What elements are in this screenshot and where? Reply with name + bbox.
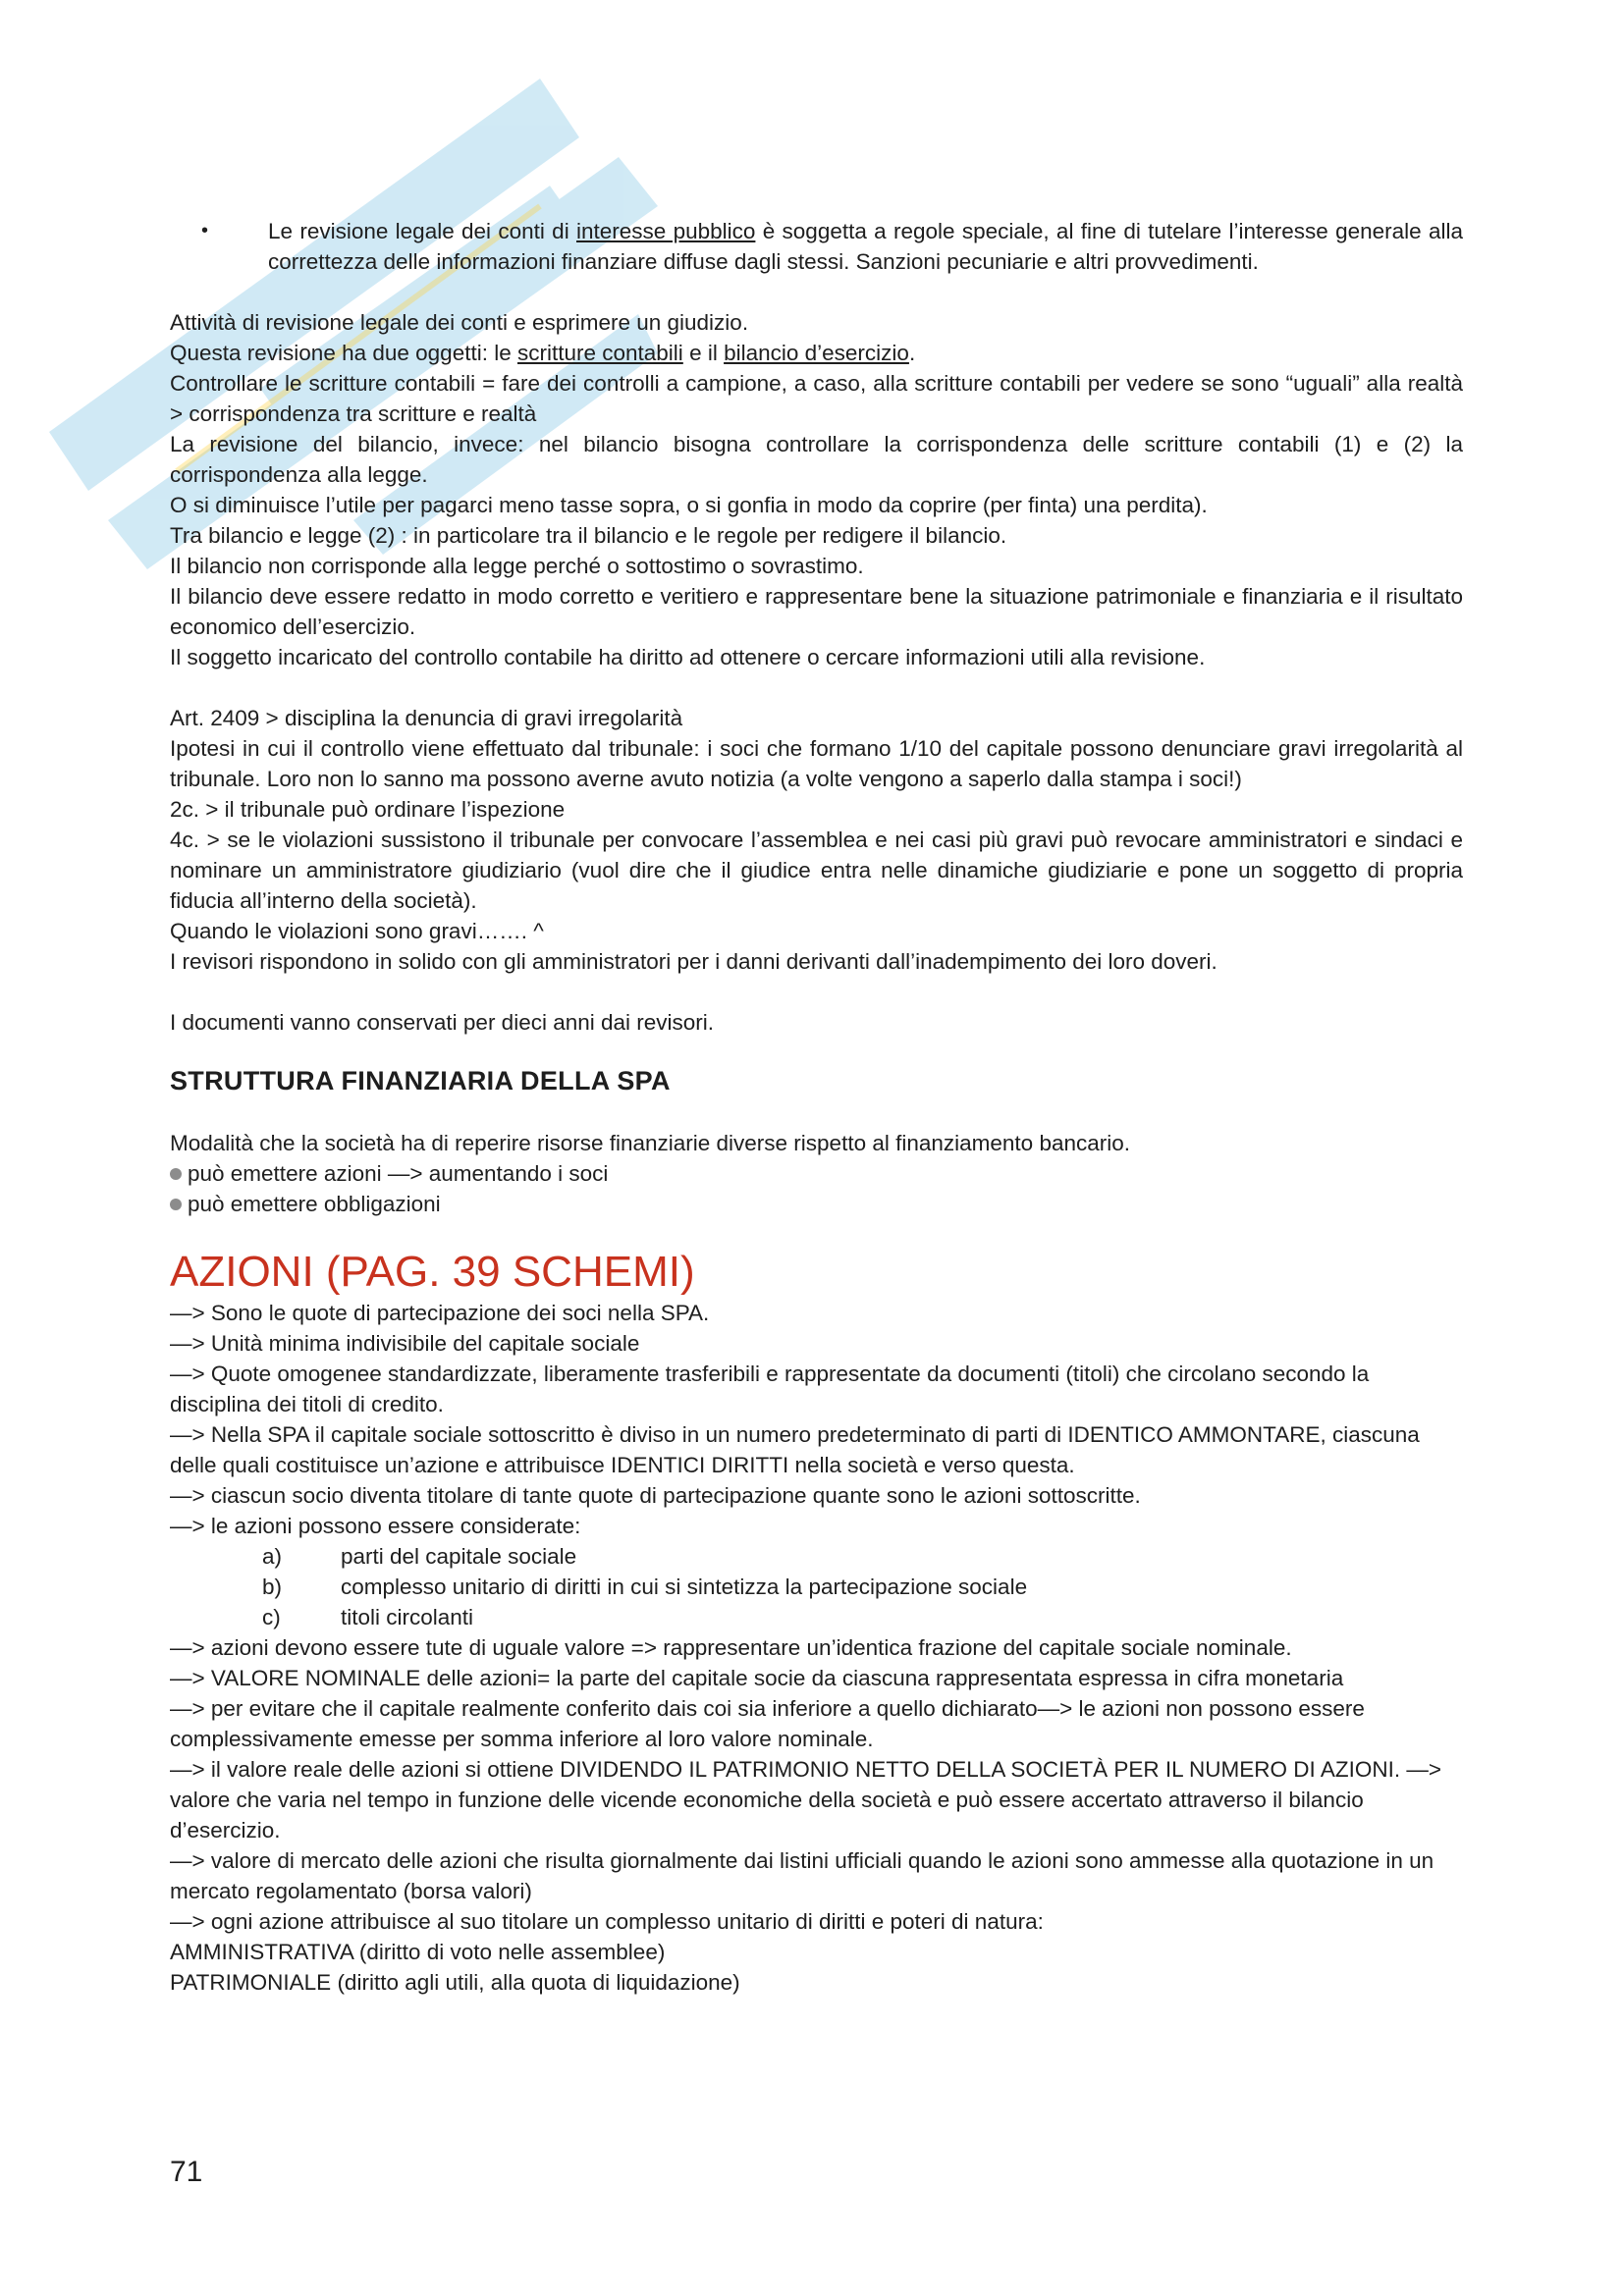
paragraph: La revisione del bilancio, invece: nel bilancio bisogna controllare la corrispondenza delle scritture contabili (1) e (2) la corrispondenza alla legge. [170,432,1463,487]
paragraph: Modalità che la società ha di reperire risorse finanziarie diverse rispetto al finanziamento bancario. [170,1131,1131,1155]
paragraph: Tra bilancio e legge (2) : in particolare tra il bilancio e le regole per redigere il bilancio. [170,523,1007,548]
paragraph: 2c. > il tribunale può ordinare l’ispezione [170,797,566,822]
paragraph: Ipotesi in cui il controllo viene effettuato dal tribunale: i soci che formano 1/10 del capitale possono denunciare gravi irregolarità al tribunale. Loro non lo sanno ma possono averne avuto notizia (a volte vengono a saperlo dalla stampa i soci!) [170,736,1463,791]
paragraph: Attività di revisione legale dei conti e esprimere un giudizio. [170,310,749,335]
paragraph: —> Unità minima indivisibile del capitale sociale [170,1331,640,1356]
bullet-item: • Le revisione legale dei conti di interesse pubblico è soggetta a regole speciale, al fine di tutelare l’interesse generale alla correttezza delle informazioni finanziare diffuse dagli stessi. Sanzioni pecuniarie e altri provvedimenti. [170,216,1463,277]
paragraph: PATRIMONIALE (diritto agli utili, alla quota di liquidazione) [170,1970,740,1995]
revisione-block [170,307,1463,672]
paragraph: —> Sono le quote di partecipazione dei soci nella SPA. [170,1301,710,1325]
paragraph: Controllare le scritture contabili = fare dei controlli a campione, a caso, alla scritture contabili per vedere se sono “uguali” alla realtà > corrispondenza tra scritture e realtà [170,371,1463,426]
paragraph: 4c. > se le violazioni sussistono il tribunale per convocare l’assemblea e nei casi più gravi può revocare amministratori e sindaci e nominare un amministratore giudiziario (vuol dire che il giudice entra nelle dinamiche giudiziarie e pone un soggetto di propria fiducia all’interno della società). [170,828,1463,913]
section-heading: STRUTTURA FINANZIARIA DELLA SPA [170,1066,671,1095]
paragraph: —> Nella SPA il capitale sociale sottoscritto è diviso in un numero predeterminato di parti di IDENTICO AMMONTARE, ciascuna delle quali costituisce un’azione e attribuisce IDENTICI DIRITTI nella società e verso questa. [170,1422,1420,1477]
paragraph: —> azioni devono essere tute di uguale valore => rappresentare un’identica frazione del capitale sociale nominale. [170,1635,1292,1660]
page-number: 71 [170,2156,203,2188]
azioni-block [170,1298,1463,1998]
paragraph: Quando le violazioni sono gravi……. ^ [170,919,544,943]
list-item: c) titoli circolanti [262,1605,474,1629]
paragraph: I documenti vanno conservati per dieci anni dai revisori. [170,1010,715,1035]
bullet-icon [170,1168,182,1180]
list-item: può emettere obbligazioni [170,1189,1463,1219]
paragraph: I revisori rispondono in solido con gli amministratori per i danni derivanti dall’inadempimento dei loro doveri. [170,949,1217,974]
list-item: a) parti del capitale sociale [262,1544,577,1569]
paragraph: —> Quote omogenee standardizzate, liberamente trasferibili e rappresentate da documenti (titoli) che circolano secondo la disciplina dei titoli di credito. [170,1362,1370,1416]
bullet-icon [170,1199,182,1210]
paragraph: O si diminuisce l’utile per pagarci meno tasse sopra, o si gonfia in modo da coprire (per finta) una perdita). [170,493,1208,517]
paragraph: Questa revisione ha due oggetti: le scritture contabili e il bilancio d’esercizio. [170,341,916,365]
interesse-pubblico-link: interesse pubblico [576,219,756,243]
paragraph: Art. 2409 > disciplina la denuncia di gravi irregolarità [170,706,683,730]
list-item: può emettere azioni —> aumentando i soci [170,1158,1463,1189]
paragraph: —> ciascun socio diventa titolare di tante quote di partecipazione quante sono le azioni sottoscritte. [170,1483,1141,1508]
art-2409-block [170,703,1463,977]
paragraph: —> il valore reale delle azioni si ottiene DIVIDENDO IL PATRIMONIO NETTO DELLA SOCIETÀ PER IL NUMERO DI AZIONI. —> valore che varia nel tempo in funzione delle vicende economiche della società e può essere accertato attraverso il bilancio d’esercizio. [170,1757,1441,1842]
azioni-heading: AZIONI (PAG. 39 SCHEMI) [170,1248,695,1296]
document-page [170,216,1463,1998]
list-item: b) complesso unitario di diritti in cui si sintetizza la partecipazione sociale [262,1575,1028,1599]
bullet-icon: • [201,220,209,241]
paragraph: Il soggetto incaricato del controllo contabile ha diritto ad ottenere o cercare informazioni utili alla revisione. [170,645,1206,669]
scritture-contabili-link: scritture contabili [516,341,683,365]
bilancio-esercizio-link: bilancio d’esercizio [724,341,909,365]
paragraph: —> VALORE NOMINALE delle azioni= la parte del capitale socie da ciascuna rappresentata espressa in cifra monetaria [170,1666,1344,1690]
paragraph: —> ogni azione attribuisce al suo titolare un complesso unitario di diritti e poteri di natura: [170,1909,1044,1934]
paragraph: —> valore di mercato delle azioni che risulta giornalmente dai listini ufficiali quando le azioni sono ammesse alla quotazione in un mercato regolamentato (borsa valori) [170,1848,1434,1903]
paragraph: —> per evitare che il capitale realmente conferito dais coi sia inferiore a quello dichiarato—> le azioni non possono essere complessivamente emesse per somma inferiore al loro valore nominale. [170,1696,1365,1751]
paragraph: Il bilancio non corrisponde alla legge perché o sottostimo o sovrastimo. [170,554,864,578]
paragraph: Il bilancio deve essere redatto in modo corretto e veritiero e rappresentare bene la situazione patrimoniale e finanziaria e il risultato economico dell’esercizio. [170,584,1463,639]
paragraph: AMMINISTRATIVA (diritto di voto nelle assemblee) [170,1940,666,1964]
paragraph: —> le azioni possono essere considerate: [170,1514,581,1538]
